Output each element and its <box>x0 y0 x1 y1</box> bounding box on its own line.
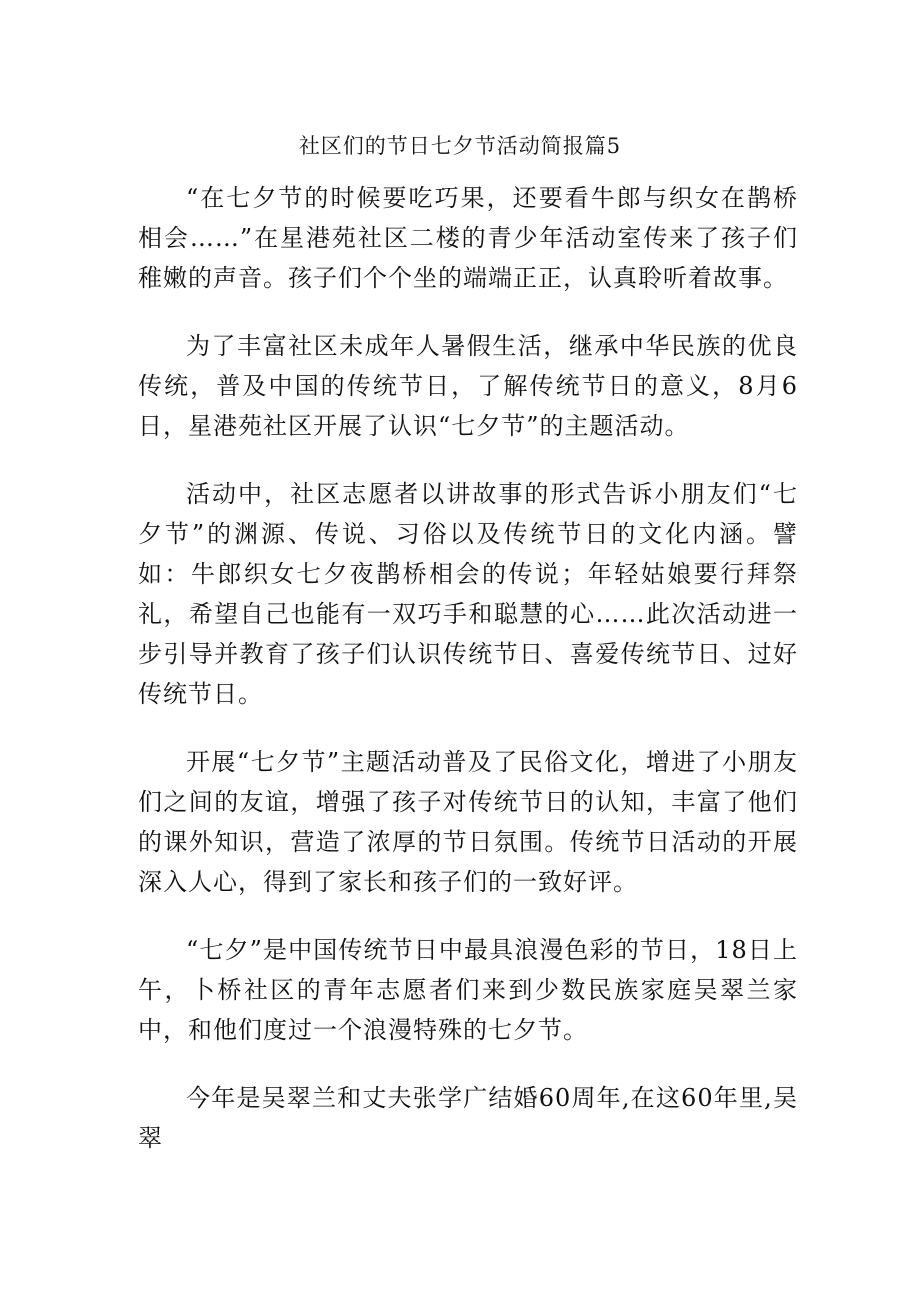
paragraph: 活动中，社区志愿者以讲故事的形式告诉小朋友们“七夕节”的渊源、传说、习俗以及传统节日的文化内涵。譬如：牛郎织女七夕夜鹊桥相会的传说；年轻姑娘要行拜祭礼，希望自己也能有一双巧手和聪慧的心……此次活动进一步引导并教育了孩子们认识传统节日、喜爱传统节日、过好传统节日。 <box>138 480 798 708</box>
paragraph: 为了丰富社区未成年人暑假生活，继承中华民族的优良传统，普及中国的传统节日，了解传统节日的意义，8月6日，星港苑社区开展了认识“七夕节”的主题活动。 <box>138 332 798 440</box>
paragraph: “在七夕节的时候要吃巧果，还要看牛郎与织女在鹊桥相会……”在星港苑社区二楼的青少年活动室传来了孩子们稚嫩的声音。孩子们个个坐的端端正正，认真聆听着故事。 <box>138 184 798 292</box>
paragraph: 开展“七夕节”主题活动普及了民俗文化，增进了小朋友们之间的友谊，增强了孩子对传统节日的认知，丰富了他们的课外知识，营造了浓厚的节日氛围。传统节日活动的开展深入人心，得到了家长和孩子们的一致好评。 <box>138 748 798 896</box>
document-title: 社区们的节日七夕节活动简报篇5 <box>298 134 622 158</box>
paragraph: “七夕”是中国传统节日中最具浪漫色彩的节日，18日上午，卜桥社区的青年志愿者们来到少数民族家庭吴翠兰家中，和他们度过一个浪漫特殊的七夕节。 <box>138 936 798 1044</box>
paragraph: 今年是吴翠兰和丈夫张学广结婚60周年,在这60年里,吴翠 <box>138 1084 798 1152</box>
document-body <box>138 178 798 1186</box>
